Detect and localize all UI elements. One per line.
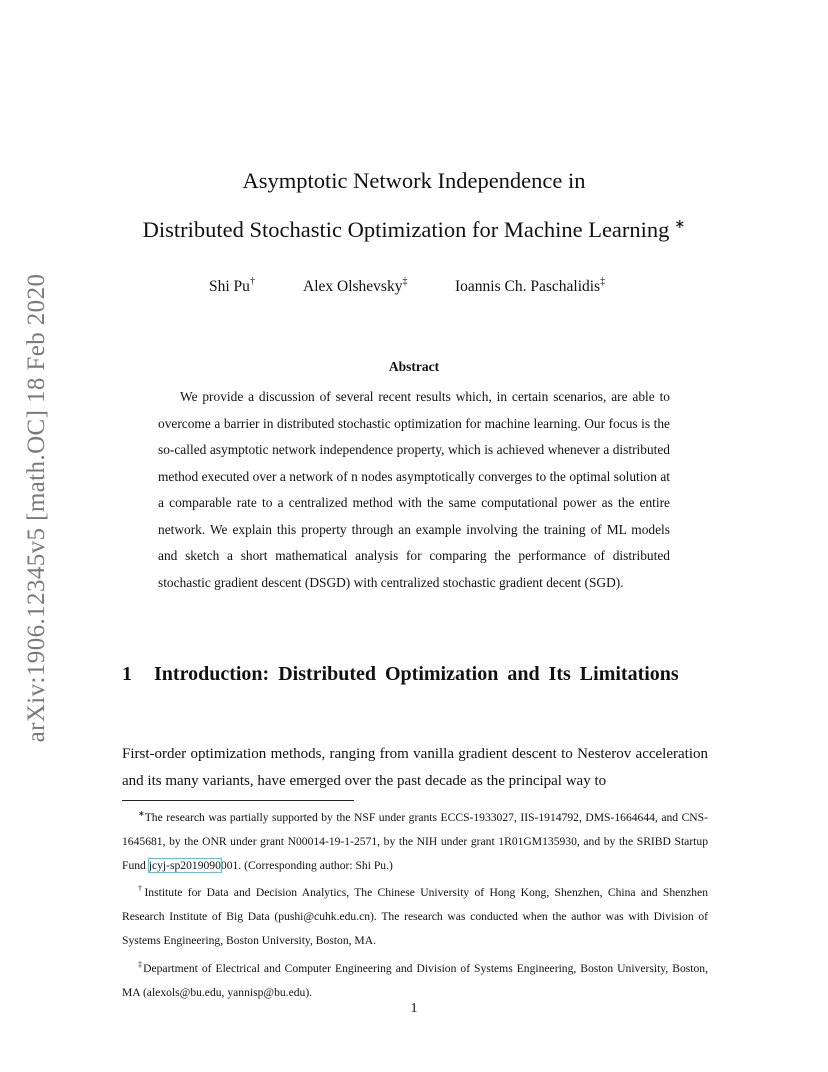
footnote-mark: ‡: [138, 959, 144, 969]
author-name: Shi Pu: [209, 278, 250, 295]
paper-title-line-2: [0, 216, 828, 243]
abstract-body: We provide a discussion of several recent results which, in certain scenarios, are able to overcome a barrier in distributed stochastic optimization for machine learning. Our focus is the so-called asymptotic network independence property, which is achieved whenever a distributed method executed over a network of n nodes asymptotically converges to the optimal solution at a comparable rate to a centralized method with the same computational power as the entire network. We explain this property through an example involving the training of ML models and sketch a short mathematical analysis for comparing the performance of distributed stochastic gradient descent (DSGD) with centralized stochastic gradient decent (SGD).: [158, 389, 670, 590]
footnote-text: The research was partially supported by the NSF under grants ECCS-1933027, IIS-1914792, DMS-1664644, and CNS-1645681, by the ONR under grant N00014-19-1-2571, by the NIH under grant 1R01GM135930, and by the SRIBD Startup Fund: [122, 811, 708, 872]
footnote-mark: †: [138, 884, 145, 894]
introduction-paragraph: First-order optimization methods, ranging from vanilla gradient descent to Nesterov acceleration and its many variants, have emerged over the past decade as the principal way to: [122, 746, 708, 789]
author-name: Ioannis Ch. Paschalidis: [455, 278, 601, 295]
footnote-text: 001. (Corresponding author: Shi Pu.): [220, 858, 393, 872]
section-title: Introduction: Distributed Optimization and Its Limitations: [154, 663, 679, 685]
footnote-affiliation-bu: [122, 953, 708, 1005]
footnotes: [122, 802, 708, 1004]
title-text-2: Distributed Stochastic Optimization for Machine Learning: [142, 217, 670, 242]
footnote-funding: [122, 802, 708, 877]
title-text-1: Asymptotic Network Independence in: [242, 168, 586, 193]
footnote-text: Department of Electrical and Computer Engineering and Division of Systems Engineering, Boston University, Boston, MA (alexols@bu.edu, yannisp@bu.edu).: [122, 961, 708, 999]
footnote-divider: [122, 800, 354, 801]
author-3: [455, 276, 605, 296]
author-name: Alex Olshevsky: [303, 278, 403, 295]
section-heading: [122, 654, 720, 694]
paper-title-line-1: [0, 168, 828, 194]
footnote-affiliation-pu: [122, 877, 708, 952]
author-affiliation-mark: †: [249, 276, 255, 287]
arxiv-identifier: arXiv:1906.12345v5 [math.OC] 18 Feb 2020: [23, 273, 50, 743]
author-2: [303, 276, 407, 296]
grant-link[interactable]: jcyj-sp2019090: [148, 858, 221, 872]
author-affiliation-mark: ‡: [402, 276, 408, 287]
footnote-mark: ∗: [138, 809, 145, 818]
author-1: [209, 276, 255, 296]
footnote-text: Institute for Data and Decision Analytics, The Chinese University of Hong Kong, Shenzhen, China and Shenzhen Research Institute of Big Data (pushi@cuhk.edu.cn). The research was conducted when the author was with Division of Systems Engineering, Boston University, Boston, MA.: [122, 886, 709, 947]
title-footnote-marker: ∗: [674, 216, 686, 231]
abstract-heading: Abstract: [388, 359, 440, 374]
author-affiliation-mark: ‡: [600, 276, 606, 287]
page-number: 1: [410, 1001, 418, 1016]
section-number: 1: [122, 663, 132, 685]
